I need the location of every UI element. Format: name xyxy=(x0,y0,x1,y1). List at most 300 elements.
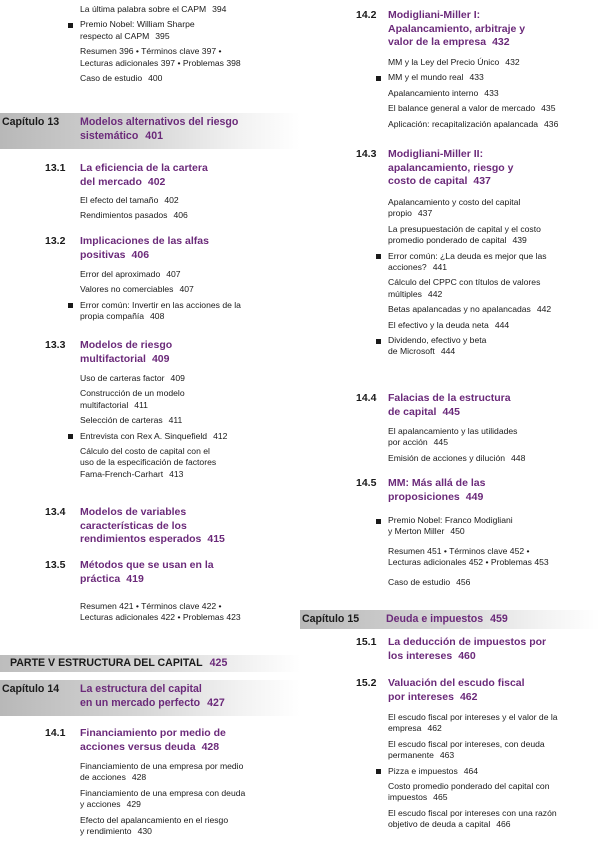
section-13-3-entry xyxy=(80,431,227,442)
page-number: 456 xyxy=(456,576,471,587)
chapter-title-line xyxy=(80,116,238,130)
entry-text: de Microsoft xyxy=(388,346,435,357)
chapter-15-heading xyxy=(300,610,600,629)
page-number: 407 xyxy=(179,284,194,295)
section-title-text: Modelos de riesgo xyxy=(80,339,173,351)
bullet-square-icon xyxy=(376,519,381,524)
part-title-text: PARTE V ESTRUCTURA DEL CAPITAL xyxy=(10,657,203,669)
page-number: 411 xyxy=(168,415,183,426)
entry-text: Entrevista con Rex A. Sinquefield xyxy=(80,430,208,441)
entry-text: permanente xyxy=(388,750,434,761)
page-number: 436 xyxy=(544,118,559,129)
section-15-2-entry xyxy=(388,766,478,777)
section-title-text: MM: Más allá de las xyxy=(388,477,486,489)
section-title-line xyxy=(80,249,209,263)
section-13-3-entry xyxy=(80,388,185,411)
entry-line xyxy=(80,431,227,442)
section-14-3-entry xyxy=(388,251,547,274)
entry-text: propio xyxy=(388,208,412,219)
bullet-square-icon xyxy=(68,434,73,439)
section-title-text: proposiciones xyxy=(388,490,460,503)
section-title-text: positivas xyxy=(80,248,126,261)
page-number: 411 xyxy=(134,399,148,410)
section-number: 15.2 xyxy=(356,677,377,689)
section-title xyxy=(388,392,511,419)
entry-line xyxy=(80,761,243,772)
section-15-2-entry xyxy=(388,739,545,762)
page-number: 419 xyxy=(126,572,144,585)
entry-line xyxy=(80,300,241,311)
entry-text: Error común: ¿La deuda es mejor que las xyxy=(388,250,547,261)
entry-line xyxy=(388,304,551,315)
page-number: 449 xyxy=(465,490,484,503)
entry-text: Aplicación: recapitalización apalancada xyxy=(388,118,539,129)
entry-line xyxy=(388,819,557,830)
entry-line xyxy=(388,88,499,99)
entry-line xyxy=(388,289,540,300)
entry-line xyxy=(388,197,520,208)
page-number: 466 xyxy=(496,819,511,830)
entry-text: Resumen 396 • Términos clave 397 • xyxy=(80,46,222,57)
section-title xyxy=(388,9,525,50)
section-title xyxy=(388,477,485,504)
entry-line xyxy=(80,58,241,69)
chapter-title-text: Modelos alternativos del riesgo xyxy=(80,116,239,128)
section-number: 15.1 xyxy=(356,636,377,648)
entry-text: Lecturas adicionales 452 • Problemas 453 xyxy=(388,557,549,568)
chapter-label: Capítulo 15 xyxy=(302,613,360,625)
section-15-2-entry xyxy=(388,781,549,804)
entry-line xyxy=(80,73,162,84)
section-title-line xyxy=(388,491,485,505)
section-title-text: Financiamiento por medio de xyxy=(80,727,226,739)
section-14-2-entry xyxy=(388,119,558,130)
page-number: 429 xyxy=(126,799,141,810)
section-title-text: Apalancamiento, arbitraje y xyxy=(388,22,526,35)
part-title xyxy=(10,657,227,669)
section-title-text: La deducción de impuestos por xyxy=(388,636,547,648)
section-title-text: Falacias de la estructura xyxy=(388,392,511,404)
entry-line xyxy=(80,195,179,206)
section-title-line xyxy=(80,353,172,367)
entry-line xyxy=(388,335,486,346)
page-number: 462 xyxy=(459,690,478,703)
bullet-square-icon xyxy=(376,769,381,774)
section-13-3-entry xyxy=(80,446,216,480)
entry-line xyxy=(80,826,228,837)
entry-text: Cálculo del costo de capital con el xyxy=(80,446,210,456)
entry-text: El escudo fiscal por intereses, con deuda xyxy=(388,738,545,749)
entry-line xyxy=(80,19,195,30)
entry-text: Rendimientos pasados xyxy=(80,210,168,221)
section-13-3-entry xyxy=(80,373,185,384)
section-14-1-entry xyxy=(80,761,243,784)
page-number: 395 xyxy=(155,30,170,41)
entry-text: Financiamiento de una empresa con deuda xyxy=(80,787,246,798)
entry-line xyxy=(388,208,520,219)
section-title xyxy=(80,506,225,547)
entry-text: Premio Nobel: William Sharpe xyxy=(80,19,195,30)
section-title-line xyxy=(80,162,208,176)
entry-line xyxy=(80,373,185,384)
chapter-title xyxy=(386,613,508,627)
section-title-text: La eficiencia de la cartera xyxy=(80,162,208,174)
entry-text: Pizza e impuestos xyxy=(388,765,458,776)
entry-line xyxy=(80,788,245,799)
chapter-title-line xyxy=(386,613,508,627)
entry-line xyxy=(388,251,547,262)
page-number: 441 xyxy=(432,262,448,272)
entry-line xyxy=(388,750,545,761)
section-14-3-entry xyxy=(388,277,540,300)
section-title xyxy=(80,559,214,586)
page-number: 409 xyxy=(170,373,185,383)
section-title-text: valor de la empresa xyxy=(388,36,487,48)
entry-line xyxy=(80,799,245,810)
section-14-3-entry xyxy=(388,304,551,315)
section-title-text: Métodos que se usan en la xyxy=(80,559,214,571)
section-13-2-entry xyxy=(80,269,181,280)
page-number: 464 xyxy=(463,765,479,776)
section-number: 13.1 xyxy=(45,162,66,174)
chapter-title-line xyxy=(80,697,225,711)
section-title-line xyxy=(80,741,226,755)
section-title-text: apalancamiento, riesgo y xyxy=(388,161,514,174)
section-title-text: características de los xyxy=(80,519,187,532)
entry-text: Fama-French-Carhart xyxy=(80,468,164,479)
entry-line xyxy=(80,46,241,57)
section-number: 14.4 xyxy=(356,392,377,404)
entry-text: El efecto del tamaño xyxy=(80,195,159,205)
section-number: 13.4 xyxy=(45,506,66,518)
page-number: 415 xyxy=(207,533,225,545)
page-number: 460 xyxy=(458,649,476,662)
page-number: 402 xyxy=(147,175,166,188)
entry-line xyxy=(388,546,549,557)
entry-text: multifactorial xyxy=(80,399,129,410)
entry-line xyxy=(80,31,195,42)
section-title-line xyxy=(388,406,511,420)
entry-line xyxy=(80,415,182,426)
entry-line xyxy=(80,311,241,322)
entry-text: por acción xyxy=(388,437,428,448)
page-number: 406 xyxy=(131,248,150,261)
entry-text: Dividendo, efectivo y beta xyxy=(388,335,487,345)
entry-text: Emisión de acciones y dilución xyxy=(388,452,506,463)
chapter-14-heading xyxy=(0,680,300,716)
section-14-2-entry xyxy=(388,88,499,99)
entry-text: Cálculo del CPPC con títulos de valores xyxy=(388,277,541,288)
section-title-line xyxy=(388,392,511,406)
entry-line xyxy=(80,772,243,783)
entry-text: Lecturas adicionales 397 • Problemas 398 xyxy=(80,57,241,68)
section-title-text: por intereses xyxy=(388,690,454,703)
entry-line xyxy=(80,457,216,468)
page-number: 433 xyxy=(469,72,484,83)
section-title-line xyxy=(388,175,513,189)
section-title-line xyxy=(388,691,525,705)
page-number: 442 xyxy=(427,288,443,299)
page-number: 400 xyxy=(148,73,163,83)
bullet-square-icon xyxy=(376,339,381,344)
entry-text: propia compañía xyxy=(80,311,145,322)
pre-entry xyxy=(80,4,226,15)
section-14-3-entry xyxy=(388,197,520,220)
entry-line xyxy=(388,262,547,273)
page-number: 445 xyxy=(433,437,448,448)
section-14-5-entry xyxy=(388,546,549,569)
page-number: 428 xyxy=(131,772,147,783)
entry-line xyxy=(80,284,194,295)
section-14-2-entry xyxy=(388,103,555,114)
section-title xyxy=(388,677,525,704)
section-title-line xyxy=(80,533,225,547)
section-number: 14.1 xyxy=(45,727,66,739)
entry-text: Costo promedio ponderado del capital con xyxy=(388,781,550,791)
section-14-1-entry xyxy=(80,815,228,838)
entry-text: Lecturas adicionales 422 • Problemas 423 xyxy=(80,612,241,623)
entry-text: Error común: Invertir en las acciones de la xyxy=(80,299,241,310)
pre-entry xyxy=(80,73,162,84)
entry-text: Efecto del apalancamiento en el riesgo xyxy=(80,814,229,825)
entry-line xyxy=(388,224,541,235)
section-14-3-entry xyxy=(388,224,541,247)
entry-text: El escudo fiscal por intereses y el valor de la xyxy=(388,712,558,722)
entry-text: El escudo fiscal por intereses con una razón xyxy=(388,807,557,818)
page-number: 444 xyxy=(494,319,510,330)
page-number: 463 xyxy=(439,750,455,761)
section-title-text: Implicaciones de las alfas xyxy=(80,235,209,247)
section-title-text: costo de capital xyxy=(388,175,468,187)
page-number: 465 xyxy=(433,792,448,803)
section-title-text: Modigliani-Miller II: xyxy=(388,148,484,160)
section-title-text: de capital xyxy=(388,405,437,418)
entry-line xyxy=(80,269,181,280)
section-title-text: multifactorial xyxy=(80,352,146,365)
entry-line xyxy=(388,557,549,568)
entry-text: múltiples xyxy=(388,288,422,299)
section-title-line xyxy=(80,176,208,190)
page-number: 432 xyxy=(505,57,520,67)
page-number: 430 xyxy=(137,826,152,836)
section-title-text: acciones versus deuda xyxy=(80,740,196,753)
section-14-3-entry xyxy=(388,320,509,331)
entry-line xyxy=(80,601,241,612)
entry-text: Resumen 421 • Términos clave 422 • xyxy=(80,601,222,611)
section-number: 13.3 xyxy=(45,339,66,351)
section-number: 14.5 xyxy=(356,477,377,489)
page-number: 432 xyxy=(492,36,510,48)
entry-line xyxy=(388,72,484,83)
entry-text: impuestos xyxy=(388,792,428,803)
entry-line xyxy=(80,210,188,221)
entry-line xyxy=(80,400,185,411)
entry-line xyxy=(388,235,541,246)
page-number: 450 xyxy=(450,526,465,537)
entry-line xyxy=(80,612,241,623)
entry-text: y acciones xyxy=(80,799,121,810)
section-title xyxy=(80,727,226,754)
chapter-title-text: sistemático xyxy=(80,129,139,142)
bullet-square-icon xyxy=(376,76,381,81)
chapter-title xyxy=(80,116,238,143)
entry-text: respecto al CAPM xyxy=(80,30,150,41)
section-number: 13.5 xyxy=(45,559,66,571)
pre-entry xyxy=(80,19,195,42)
section-14-2-entry xyxy=(388,57,520,68)
chapter-13-heading xyxy=(0,113,300,149)
entry-line xyxy=(388,277,540,288)
entry-text: Apalancamiento y costo del capital xyxy=(388,197,521,207)
section-title-text: los intereses xyxy=(388,649,453,662)
section-title-line xyxy=(80,573,214,587)
section-title-line xyxy=(388,23,525,37)
section-title-line xyxy=(80,339,172,353)
pre-entry xyxy=(80,46,241,69)
section-title xyxy=(80,339,172,366)
section-15-2-entry xyxy=(388,808,557,831)
section-13-1-entry xyxy=(80,210,188,221)
page-number: 427 xyxy=(207,696,225,709)
entry-text: El efectivo y la deuda neta xyxy=(388,319,489,330)
section-title-line xyxy=(80,506,225,520)
page-number: 401 xyxy=(145,129,163,142)
entry-line xyxy=(388,515,513,526)
section-title-line xyxy=(388,650,546,664)
entry-text: Valores no comerciables xyxy=(80,284,174,295)
section-title-text: Valuación del escudo fiscal xyxy=(388,677,525,689)
section-title-line xyxy=(80,520,225,534)
entry-text: Error del aproximado xyxy=(80,269,161,279)
section-14-2-entry xyxy=(388,72,484,83)
section-title-line xyxy=(388,636,546,650)
chapter-title-text: Deuda e impuestos xyxy=(386,613,484,625)
section-title-line xyxy=(80,727,226,741)
chapter-title xyxy=(80,683,225,710)
entry-line xyxy=(388,426,517,437)
page-number: 462 xyxy=(427,723,442,734)
page-number: 402 xyxy=(164,195,179,205)
section-number: 14.3 xyxy=(356,148,377,160)
section-title xyxy=(80,235,209,262)
entry-text: de acciones xyxy=(80,772,126,783)
entry-line xyxy=(388,526,513,537)
entry-text: Uso de carteras factor xyxy=(80,373,165,383)
page-number: 459 xyxy=(490,613,508,625)
entry-text: MM y el mundo real xyxy=(388,72,464,83)
page-number: 413 xyxy=(169,468,184,479)
entry-line xyxy=(388,808,557,819)
section-13-1-entry xyxy=(80,195,179,206)
section-15-2-entry xyxy=(388,712,558,735)
entry-text: Financiamiento de una empresa por medio xyxy=(80,761,244,771)
entry-text: La presupuestación de capital y el costo xyxy=(388,223,541,234)
section-number: 14.2 xyxy=(356,9,377,21)
page-number: 409 xyxy=(151,352,170,365)
section-title-text: rendimientos esperados xyxy=(80,533,202,545)
page-number: 442 xyxy=(536,304,552,315)
entry-line xyxy=(80,469,216,480)
section-13-3-entry xyxy=(80,415,182,426)
section-title xyxy=(388,636,546,663)
section-title-line xyxy=(388,677,525,691)
chapter-title-text: La estructura del capital xyxy=(80,683,202,695)
entry-text: empresa xyxy=(388,723,422,734)
entry-line xyxy=(388,723,558,734)
chapter-title-line xyxy=(80,130,238,144)
chapter-title-text: en un mercado perfecto xyxy=(80,696,201,709)
page-number: 412 xyxy=(213,430,228,441)
section-13-5-entry xyxy=(80,601,241,624)
entry-line xyxy=(80,815,228,826)
entry-line xyxy=(388,577,470,588)
chapter-label: Capítulo 14 xyxy=(2,683,60,695)
entry-text: y rendimiento xyxy=(80,826,132,836)
page-number: 437 xyxy=(417,208,433,219)
section-14-4-entry xyxy=(388,453,525,464)
page-number: 439 xyxy=(512,235,527,246)
section-title-line xyxy=(388,9,525,23)
section-14-4-entry xyxy=(388,426,517,449)
entry-line xyxy=(388,792,549,803)
section-title-text: Modelos de variables xyxy=(80,506,187,518)
entry-line xyxy=(388,57,520,68)
page-number: 435 xyxy=(541,103,556,114)
section-14-5-entry xyxy=(388,515,513,538)
entry-line xyxy=(388,453,525,464)
bullet-square-icon xyxy=(376,254,381,259)
entry-line xyxy=(388,712,558,723)
entry-line xyxy=(388,119,558,130)
section-14-1-entry xyxy=(80,788,245,811)
entry-line xyxy=(388,781,549,792)
page-number: 448 xyxy=(511,452,526,463)
entry-line xyxy=(388,103,555,114)
entry-line xyxy=(80,388,185,399)
section-title xyxy=(80,162,208,189)
entry-text: y Merton Miller xyxy=(388,526,445,537)
entry-text: La última palabra sobre el CAPM xyxy=(80,4,207,14)
chapter-title-line xyxy=(80,683,225,697)
page-number: 425 xyxy=(209,657,228,669)
entry-line xyxy=(388,320,509,331)
entry-text: Apalancamiento interno xyxy=(388,87,479,98)
section-title-line xyxy=(388,148,513,162)
entry-text: Caso de estudio xyxy=(388,576,451,587)
section-title-text: práctica xyxy=(80,572,121,585)
section-14-3-entry xyxy=(388,335,486,358)
entry-text: uso de la especificación de factores xyxy=(80,457,217,468)
page-number: 445 xyxy=(442,405,460,418)
page-number: 407 xyxy=(166,269,181,279)
section-13-2-entry xyxy=(80,284,194,295)
entry-text: objetivo de deuda a capital xyxy=(388,819,491,830)
entry-text: acciones? xyxy=(388,262,427,272)
part-5-heading xyxy=(0,655,300,672)
entry-line xyxy=(388,739,545,750)
entry-text: El balance general a valor de mercado xyxy=(388,103,536,114)
entry-text: Premio Nobel: Franco Modigliani xyxy=(388,515,513,525)
section-title-text: del mercado xyxy=(80,175,142,188)
section-13-2-entry xyxy=(80,300,241,323)
entry-text: Construcción de un modelo xyxy=(80,388,185,399)
entry-text: Selección de carteras xyxy=(80,415,163,426)
section-title-line xyxy=(388,162,513,176)
section-title-text: Modigliani-Miller I: xyxy=(388,9,481,21)
entry-line xyxy=(388,766,478,777)
section-number: 13.2 xyxy=(45,235,66,247)
section-title-line xyxy=(80,235,209,249)
